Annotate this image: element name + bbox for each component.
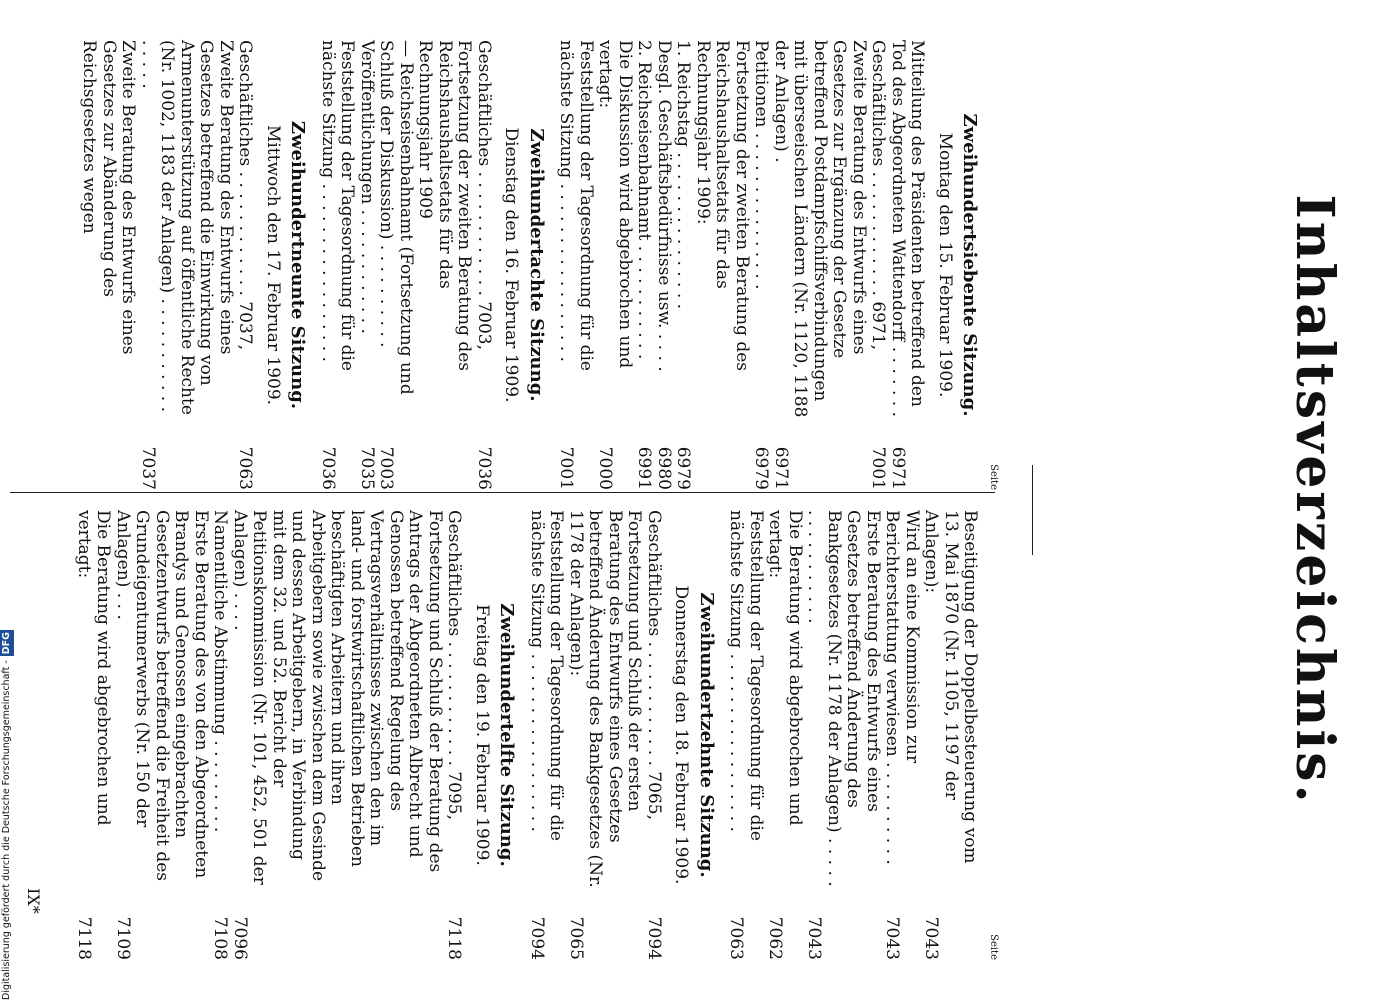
toc-entry	[474, 40, 494, 490]
toc-entry-text: 2. Reichseisenbahnamt . . . . . . . . . . .	[634, 40, 655, 360]
session-block	[527, 510, 717, 960]
toc-entry-page: 6971	[888, 446, 908, 490]
toc-entry-page: 7000	[595, 446, 616, 490]
left-column	[69, 40, 1003, 490]
toc-entry-page: 7118	[444, 916, 465, 960]
toc-entry	[113, 510, 211, 960]
toc-entry	[765, 510, 804, 960]
toc-entry-page: 7043	[882, 916, 903, 960]
toc-entry-text: Mitteilung des Präsidenten betreffend den Tod des Abgeordneten Wattendorff . . . . . . .	[888, 40, 928, 417]
session-block	[79, 40, 308, 490]
toc-entry-text: Beseitigung der Doppelbesteuerung vom 13. Mai 1870 (Nr. 1105, 1197 der Anlagen):	[921, 510, 981, 864]
session-title: Zweihundertelfte Sitzung.	[496, 603, 518, 867]
toc-entry-page: 7036	[474, 446, 494, 490]
toc-entry-text: Fortsetzung und Schluß der ersten Beratung des Entwurfs eines Gesetzes betreffend Änderung des Bankgesetzes (Nr. 1178 der Anlagen):	[566, 510, 645, 888]
page-number: IX*	[24, 888, 43, 914]
toc-entry-page: 6979	[673, 446, 694, 490]
toc-entry-page: 6979	[751, 446, 772, 490]
toc-entry	[921, 510, 980, 960]
toc-entry-text: Fortsetzung der zweiten Beratung des Reichshaushaltsetats für das Rechnungsjahr 1909:	[693, 40, 752, 372]
seite-label-left: Seite	[988, 464, 999, 490]
toc-entry-page: 7062	[765, 916, 786, 960]
title-rule	[1032, 465, 1033, 555]
toc-entry	[376, 40, 415, 490]
toc-entry	[415, 40, 474, 490]
toc-entry-page: 7094	[644, 916, 664, 960]
toc-entry	[556, 40, 595, 490]
toc-entry	[882, 510, 921, 960]
toc-entry-text: Desgl. Geschäftsbedürfnisse usw. . . . .	[654, 40, 674, 372]
toc-entry-text: Die Beratung wird abgebrochen und vertagt:	[765, 510, 805, 826]
digitization-note-text: Digitalisierung gefördert durch die Deutsche Forschungsgemeinschaft -	[1, 660, 12, 1000]
toc-entry-page: 7108	[210, 916, 231, 960]
dfg-logo: DFG	[1, 632, 12, 655]
right-column-sessions	[74, 510, 980, 960]
toc-entry-text: Geschäftliches . . . . . . . . . . . . 6971,	[868, 40, 889, 350]
session-date: Dienstag den 16. Februar 1909.	[501, 127, 522, 403]
toc-entry-page: 6980	[654, 446, 674, 490]
toc-entry-text: Petitionen . . . . . . . . . . . . . . .	[751, 40, 772, 290]
session-date: Mittwoch den 17. Februar 1909.	[263, 124, 283, 406]
toc-entry	[566, 510, 644, 960]
toc-entry-text: Erste Beratung des Entwurfs eines Gesetzes betreffend Änderung des Bankgesetzes (Nr. 1178 der Anlagen) . . . . . . . . . . . . . . . .	[804, 510, 883, 887]
toc-entry	[804, 510, 882, 960]
toc-entry-page: 7036	[318, 446, 338, 490]
toc-entry-page: 7043	[921, 916, 942, 960]
toc-entry-text: Die Beratung wird abgebrochen und vertagt:	[74, 510, 114, 826]
session-date: Donnerstag den 18. Februar 1909.	[671, 585, 692, 885]
toc-entry	[644, 510, 664, 960]
toc-entry-page: 7096	[230, 916, 250, 960]
toc-entry	[230, 510, 445, 960]
session-title: Zweihundertzehnte Sitzung.	[696, 592, 717, 878]
toc-entry	[868, 40, 888, 490]
toc-entry-page: 7003	[376, 446, 397, 490]
toc-entry-text: Zweite Beratung des Entwurfs eines Gesetzes betreffend die Einwirkung von Armenunterstützung auf öffentliche Rechte (Nr. 1002, 1183 der Anlagen) . . . . . . . . . . . . . . . .	[138, 40, 236, 415]
toc-entry	[726, 510, 765, 960]
toc-entry-text: Feststellung der Tagesordnung für die nächste Sitzung . . . . . . . . . . . . . . . . .	[726, 510, 766, 841]
session-date: Freitag den 19. Februar 1909.	[472, 604, 492, 866]
toc-entry-page: 7063	[726, 916, 747, 960]
toc-entry	[210, 510, 230, 960]
toc-entry	[751, 40, 771, 490]
toc-entry	[138, 40, 236, 490]
toc-entry-text: Fortsetzung und Schluß der Beratung des Antrags der Abgeordneten Albrecht und Genossen betreffend Regelung des Vertragsverhältnisses zwischen den im land- und forstwirtschaftlichen Betrieben beschäftigten Arbeitern und ihren Arbeitgebern sowie zwischen dem Gesinde und dessen Arbeitgebern, in Verbindung mit dem 32. und 52. Bericht der Petitionskommission (Nr. 101, 452, 501 der Anlagen) . . . .	[230, 510, 445, 885]
toc-entry	[673, 40, 693, 490]
toc-entry	[527, 510, 566, 960]
toc-entry-text: Geschäftliches . . . . . . . . . . . . 7095,	[444, 510, 465, 820]
toc-entry-text: Feststellung der Tagesordnung für die nächste Sitzung . . . . . . . . . . . . . . . . .	[527, 510, 567, 841]
toc-entry	[693, 40, 752, 490]
toc-entry-text: Feststellung der Tagesordnung für die nächste Sitzung . . . . . . . . . . . . . . . . .	[556, 40, 596, 371]
session-block	[726, 510, 980, 960]
toc-entry-text: Wird an eine Kommission zur Berichterstattung verwiesen . . . . . . . . . .	[882, 510, 922, 865]
session-title: Zweihundertneunte Sitzung.	[287, 120, 309, 410]
toc-entry	[79, 40, 138, 490]
toc-entry	[444, 510, 464, 960]
toc-entry-text: Zweite Beratung des Entwurfs eines Gesetzes zur Ergänzung der Gesetze betreffend Postdampfschiffsverbindungen mit überseeischen Ländern (Nr. 1120, 1188 der Anlagen) .	[771, 40, 869, 418]
toc-entry-page: 7109	[113, 916, 133, 960]
seite-label-right: Seite	[988, 934, 999, 960]
toc-entry-text: Feststellung der Tagesordnung für die nächste Sitzung . . . . . . . . . . . . . . . . .	[318, 40, 358, 371]
toc-entry	[888, 40, 927, 490]
column-divider	[10, 492, 995, 493]
digitization-note	[0, 608, 14, 1000]
session-block	[318, 40, 547, 490]
toc-entry	[74, 510, 113, 960]
toc-entry-text: Fortsetzung der zweiten Beratung des Reichshaushaltsetats für das Rechnungsjahr 1909	[415, 40, 475, 372]
toc-entry-page: 7065	[566, 916, 586, 960]
toc-entry	[654, 40, 674, 490]
session-title: Zweihundertsiebente Sitzung.	[959, 113, 981, 417]
toc-entry	[318, 40, 357, 490]
toc-entry-text: — Reichseisenbahnamt (Fortsetzung und Schluß der Diskussion) . . . . . . . . . .	[376, 40, 416, 395]
toc-entry-text: Geschäftliches . . . . . . . . . . . . 7003,	[474, 40, 494, 350]
toc-entry-page: 7001	[556, 446, 577, 490]
toc-entry-page: 6971	[771, 446, 791, 490]
toc-entry-page: 7063	[235, 446, 256, 490]
toc-entry	[357, 40, 377, 490]
toc-entry-text: Veröffentlichungen . . . . . . . . . . . .	[357, 40, 377, 334]
toc-entry-text: Namentliche Abstimmung . . . . . . . . .	[210, 510, 231, 833]
toc-entry-page: 7037	[138, 446, 158, 490]
left-column-sessions	[79, 40, 980, 490]
toc-entry-text: Die Diskussion wird abgebrochen und vertagt:	[595, 40, 635, 369]
toc-entry-text: Geschäftliches . . . . . . . . . . . . 7037,	[235, 40, 256, 350]
page-title: Inhaltsverzeichnis.	[1284, 194, 1345, 806]
toc-entry	[634, 40, 654, 490]
right-column	[64, 510, 1004, 960]
toc-entry	[235, 40, 255, 490]
toc-entry	[771, 40, 869, 490]
toc-entry-page: 6991	[634, 446, 655, 490]
session-title: Zweihundertachte Sitzung.	[526, 128, 547, 402]
toc-entry-text: 1. Reichstag . . . . . . . . . . . . . . .	[673, 40, 694, 310]
toc-entry-page: 7035	[357, 446, 377, 490]
toc-entry-text: Erste Beratung des von den Abgeordneten Brandys und Genossen eingebrachten Gesetzentwurfs betreffend die Freiheit des Grundeigentumerwerbs (Nr. 150 der Anlagen) . . .	[113, 510, 211, 881]
toc-entry	[595, 40, 634, 490]
toc-entry-page: 7094	[527, 916, 547, 960]
session-block	[556, 40, 980, 490]
toc-entry-page: 7043	[804, 916, 825, 960]
toc-entry-text: Geschäftliches . . . . . . . . . . . . 7065,	[644, 510, 664, 820]
session-date: Montag den 15. Februar 1909.	[935, 132, 955, 398]
session-block	[74, 510, 517, 960]
toc-entry-text: Zweite Beratung des Entwurfs eines Gesetzes zur Abänderung des Reichsgesetzes wegen	[79, 40, 139, 355]
toc-entry-page: 7001	[868, 446, 889, 490]
toc-entry-page: 7118	[74, 916, 94, 960]
